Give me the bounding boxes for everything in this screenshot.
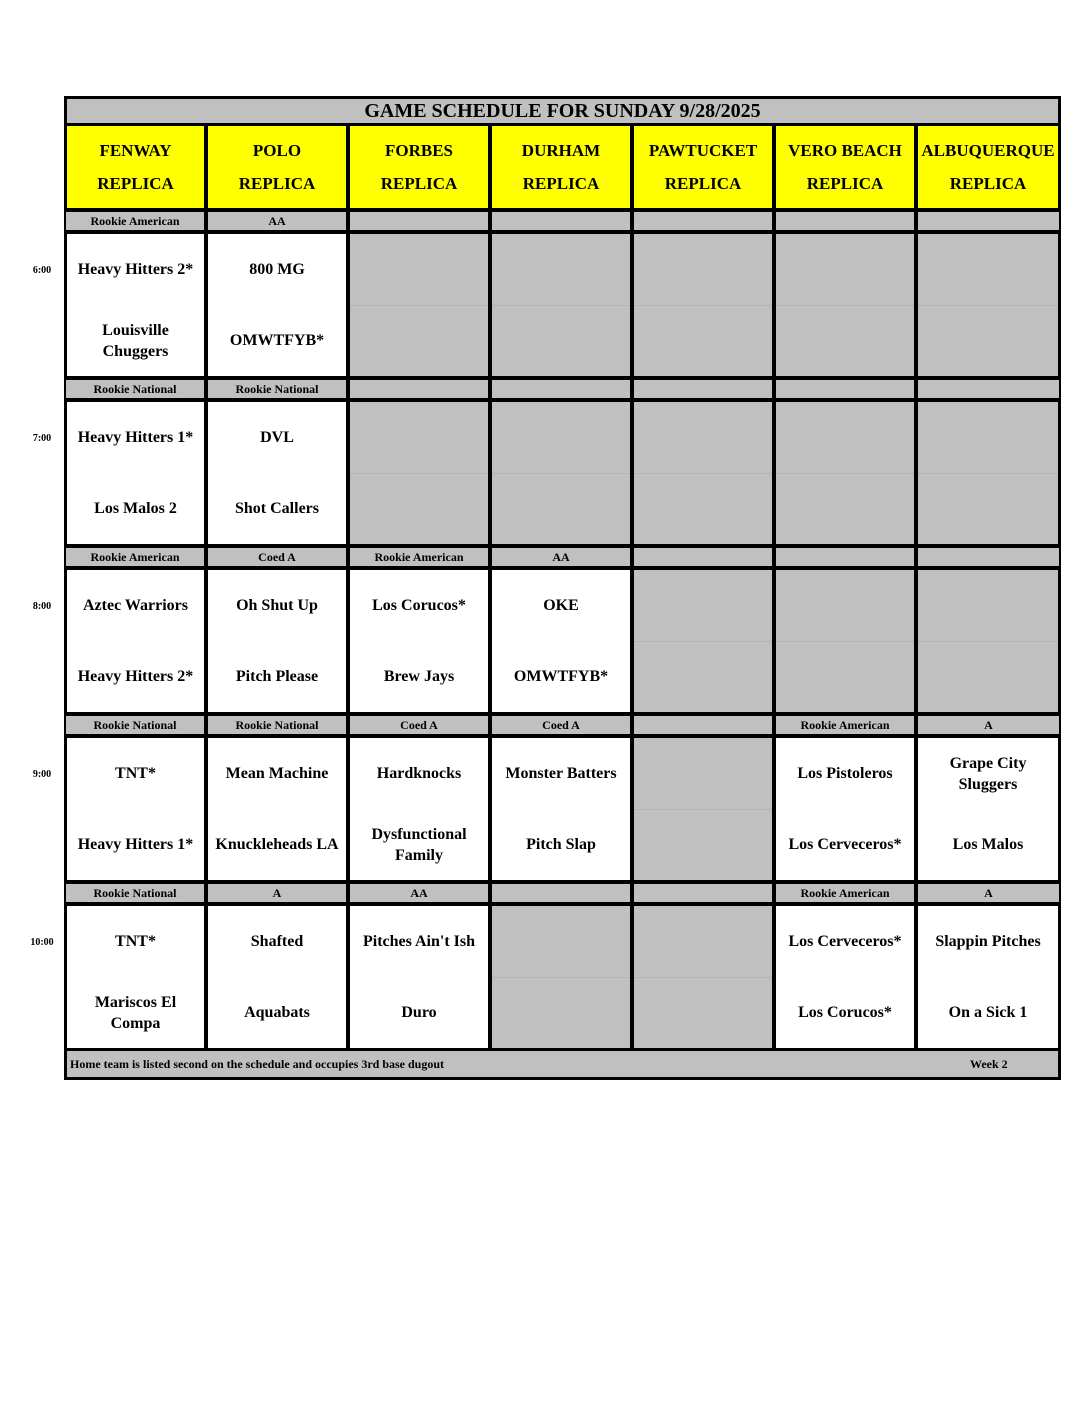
game-cell bbox=[490, 736, 632, 882]
division-label: Coed A bbox=[206, 546, 348, 568]
time-label: 9:00 bbox=[32, 769, 52, 780]
venue-header-2 bbox=[348, 126, 490, 210]
division-label bbox=[774, 210, 916, 232]
slot-divider bbox=[492, 305, 630, 306]
division-label: A bbox=[206, 882, 348, 904]
slot-divider bbox=[776, 305, 914, 306]
empty-game-cell bbox=[916, 232, 1061, 378]
division-label bbox=[774, 546, 916, 568]
slot-divider bbox=[634, 809, 772, 810]
division-label: Rookie National bbox=[206, 378, 348, 400]
slot-divider bbox=[350, 473, 488, 474]
home-team: OMWTFYB* bbox=[229, 332, 325, 349]
slot-divider bbox=[918, 473, 1058, 474]
venue-sub: REPLICA bbox=[380, 174, 458, 193]
game-cell bbox=[348, 904, 490, 1050]
division-label: A bbox=[916, 714, 1061, 736]
slot-divider bbox=[492, 473, 630, 474]
game-cell bbox=[64, 904, 206, 1050]
home-team: Brew Jays bbox=[383, 668, 455, 685]
game-cell bbox=[774, 904, 916, 1050]
game-cell bbox=[206, 400, 348, 546]
slot-divider bbox=[634, 641, 772, 642]
game-cell bbox=[774, 736, 916, 882]
empty-game-cell bbox=[916, 568, 1061, 714]
venue-name: ALBUQUERQUE bbox=[921, 141, 1055, 160]
away-team: Hardknocks bbox=[376, 765, 462, 782]
venue-name: POLO bbox=[252, 141, 302, 160]
division-label bbox=[632, 882, 774, 904]
away-team: Los Corucos* bbox=[372, 597, 466, 614]
home-team: Los Malos bbox=[952, 836, 1024, 853]
game-cell bbox=[490, 568, 632, 714]
venue-sub: REPLICA bbox=[97, 174, 174, 193]
home-team: Aquabats bbox=[244, 1004, 310, 1021]
game-cell bbox=[916, 736, 1061, 882]
slot-divider bbox=[350, 305, 488, 306]
venue-name: VERO BEACH bbox=[788, 141, 902, 160]
home-team: Pitch Slap bbox=[526, 836, 596, 853]
division-label bbox=[490, 210, 632, 232]
empty-game-cell bbox=[632, 568, 774, 714]
venue-header-1 bbox=[206, 126, 348, 210]
division-label: Rookie National bbox=[64, 378, 206, 400]
slot-divider bbox=[634, 305, 772, 306]
away-team: Slappin Pitches bbox=[935, 933, 1041, 950]
division-label: Rookie American bbox=[774, 882, 916, 904]
division-label: Rookie National bbox=[206, 714, 348, 736]
game-cell bbox=[348, 568, 490, 714]
venue-header-6 bbox=[916, 126, 1061, 210]
empty-game-cell bbox=[632, 904, 774, 1050]
game-cell bbox=[348, 736, 490, 882]
away-team: OKE bbox=[543, 597, 579, 614]
division-label: Rookie American bbox=[64, 210, 206, 232]
home-team: OMWTFYB* bbox=[513, 668, 609, 685]
time-label: 8:00 bbox=[32, 601, 52, 612]
venue-header-5 bbox=[774, 126, 916, 210]
venue-header-3 bbox=[490, 126, 632, 210]
slot-divider bbox=[918, 641, 1058, 642]
division-label bbox=[916, 378, 1061, 400]
division-label bbox=[490, 378, 632, 400]
away-team: Pitches Ain't Ish bbox=[362, 933, 475, 950]
division-label: Rookie National bbox=[64, 714, 206, 736]
footer-note: Home team is listed second on the schedule and occupies 3rd base dugout bbox=[70, 1057, 445, 1071]
week-label: Week 2 bbox=[970, 1057, 1008, 1071]
empty-game-cell bbox=[632, 736, 774, 882]
division-label: Rookie American bbox=[774, 714, 916, 736]
home-team: Heavy Hitters 2* bbox=[77, 668, 194, 685]
home-team: Pitch Please bbox=[235, 668, 319, 685]
game-cell bbox=[64, 568, 206, 714]
division-label bbox=[774, 378, 916, 400]
empty-game-cell bbox=[774, 568, 916, 714]
venue-sub: REPLICA bbox=[664, 174, 742, 193]
home-team: Knuckleheads LA bbox=[215, 836, 339, 853]
empty-game-cell bbox=[490, 232, 632, 378]
venue-name: DURHAM bbox=[521, 141, 601, 160]
away-team: Los Pistoleros bbox=[797, 765, 893, 782]
venue-sub: REPLICA bbox=[522, 174, 600, 193]
away-team: Grape City Sluggers bbox=[949, 754, 1027, 793]
away-team: Heavy Hitters 2* bbox=[77, 261, 194, 278]
slot-divider bbox=[634, 473, 772, 474]
empty-game-cell bbox=[348, 400, 490, 546]
away-team: Monster Batters bbox=[505, 765, 617, 782]
game-cell bbox=[916, 904, 1061, 1050]
home-team: Dysfunctional Family bbox=[371, 825, 467, 864]
time-label: 6:00 bbox=[32, 265, 52, 276]
venue-name: PAWTUCKET bbox=[648, 141, 758, 160]
time-label: 10:00 bbox=[30, 937, 54, 948]
home-team: On a Sick 1 bbox=[948, 1004, 1028, 1021]
game-cell bbox=[206, 904, 348, 1050]
away-team: Shafted bbox=[250, 933, 304, 950]
division-label bbox=[632, 210, 774, 232]
division-label: AA bbox=[490, 546, 632, 568]
division-label bbox=[348, 210, 490, 232]
game-cell bbox=[206, 736, 348, 882]
schedule-footer bbox=[64, 1048, 1061, 1080]
empty-game-cell bbox=[632, 232, 774, 378]
empty-game-cell bbox=[490, 400, 632, 546]
division-label: Coed A bbox=[490, 714, 632, 736]
schedule-title: GAME SCHEDULE FOR SUNDAY 9/28/2025 bbox=[64, 96, 1061, 126]
division-label bbox=[916, 546, 1061, 568]
away-team: Oh Shut Up bbox=[236, 597, 318, 614]
division-label bbox=[348, 378, 490, 400]
schedule-sheet bbox=[64, 96, 1061, 1080]
venue-header-4 bbox=[632, 126, 774, 210]
venue-header-0 bbox=[64, 126, 206, 210]
home-team: Los Corucos* bbox=[798, 1004, 892, 1021]
away-team: TNT* bbox=[115, 765, 156, 782]
division-label: Coed A bbox=[348, 714, 490, 736]
venue-name: FORBES bbox=[384, 141, 454, 160]
away-team: Heavy Hitters 1* bbox=[77, 429, 194, 446]
slot-divider bbox=[492, 977, 630, 978]
division-label bbox=[916, 210, 1061, 232]
empty-game-cell bbox=[348, 232, 490, 378]
time-label: 7:00 bbox=[32, 433, 52, 444]
division-label bbox=[632, 714, 774, 736]
home-team: Louisville Chuggers bbox=[102, 321, 169, 360]
home-team: Los Cerveceros* bbox=[788, 836, 902, 853]
division-label: Rookie American bbox=[64, 546, 206, 568]
empty-game-cell bbox=[774, 400, 916, 546]
venue-sub: REPLICA bbox=[238, 174, 316, 193]
away-team: DVL bbox=[260, 429, 294, 446]
away-team: Mean Machine bbox=[225, 765, 329, 782]
home-team: Duro bbox=[401, 1004, 437, 1021]
home-team: Shot Callers bbox=[235, 500, 319, 517]
empty-game-cell bbox=[774, 232, 916, 378]
away-team: 800 MG bbox=[249, 261, 305, 278]
home-team: Heavy Hitters 1* bbox=[77, 836, 194, 853]
home-team: Los Malos 2 bbox=[94, 500, 177, 517]
game-cell bbox=[64, 400, 206, 546]
division-label bbox=[632, 378, 774, 400]
away-team: TNT* bbox=[115, 933, 156, 950]
empty-game-cell bbox=[916, 400, 1061, 546]
game-cell bbox=[64, 736, 206, 882]
away-team: Los Cerveceros* bbox=[788, 933, 902, 950]
division-label: AA bbox=[206, 210, 348, 232]
game-cell bbox=[64, 232, 206, 378]
venue-sub: REPLICA bbox=[949, 174, 1027, 193]
slot-divider bbox=[634, 977, 772, 978]
division-label: A bbox=[916, 882, 1061, 904]
empty-game-cell bbox=[490, 904, 632, 1050]
division-label: Rookie National bbox=[64, 882, 206, 904]
division-label bbox=[632, 546, 774, 568]
division-label: Rookie American bbox=[348, 546, 490, 568]
slot-divider bbox=[776, 641, 914, 642]
home-team: Mariscos El Compa bbox=[94, 993, 177, 1032]
slot-divider bbox=[776, 473, 914, 474]
empty-game-cell bbox=[632, 400, 774, 546]
game-cell bbox=[206, 568, 348, 714]
division-label bbox=[490, 882, 632, 904]
slot-divider bbox=[918, 305, 1058, 306]
venue-sub: REPLICA bbox=[806, 174, 884, 193]
away-team: Aztec Warriors bbox=[83, 597, 188, 614]
division-label: AA bbox=[348, 882, 490, 904]
game-cell bbox=[206, 232, 348, 378]
venue-name: FENWAY bbox=[99, 141, 172, 160]
